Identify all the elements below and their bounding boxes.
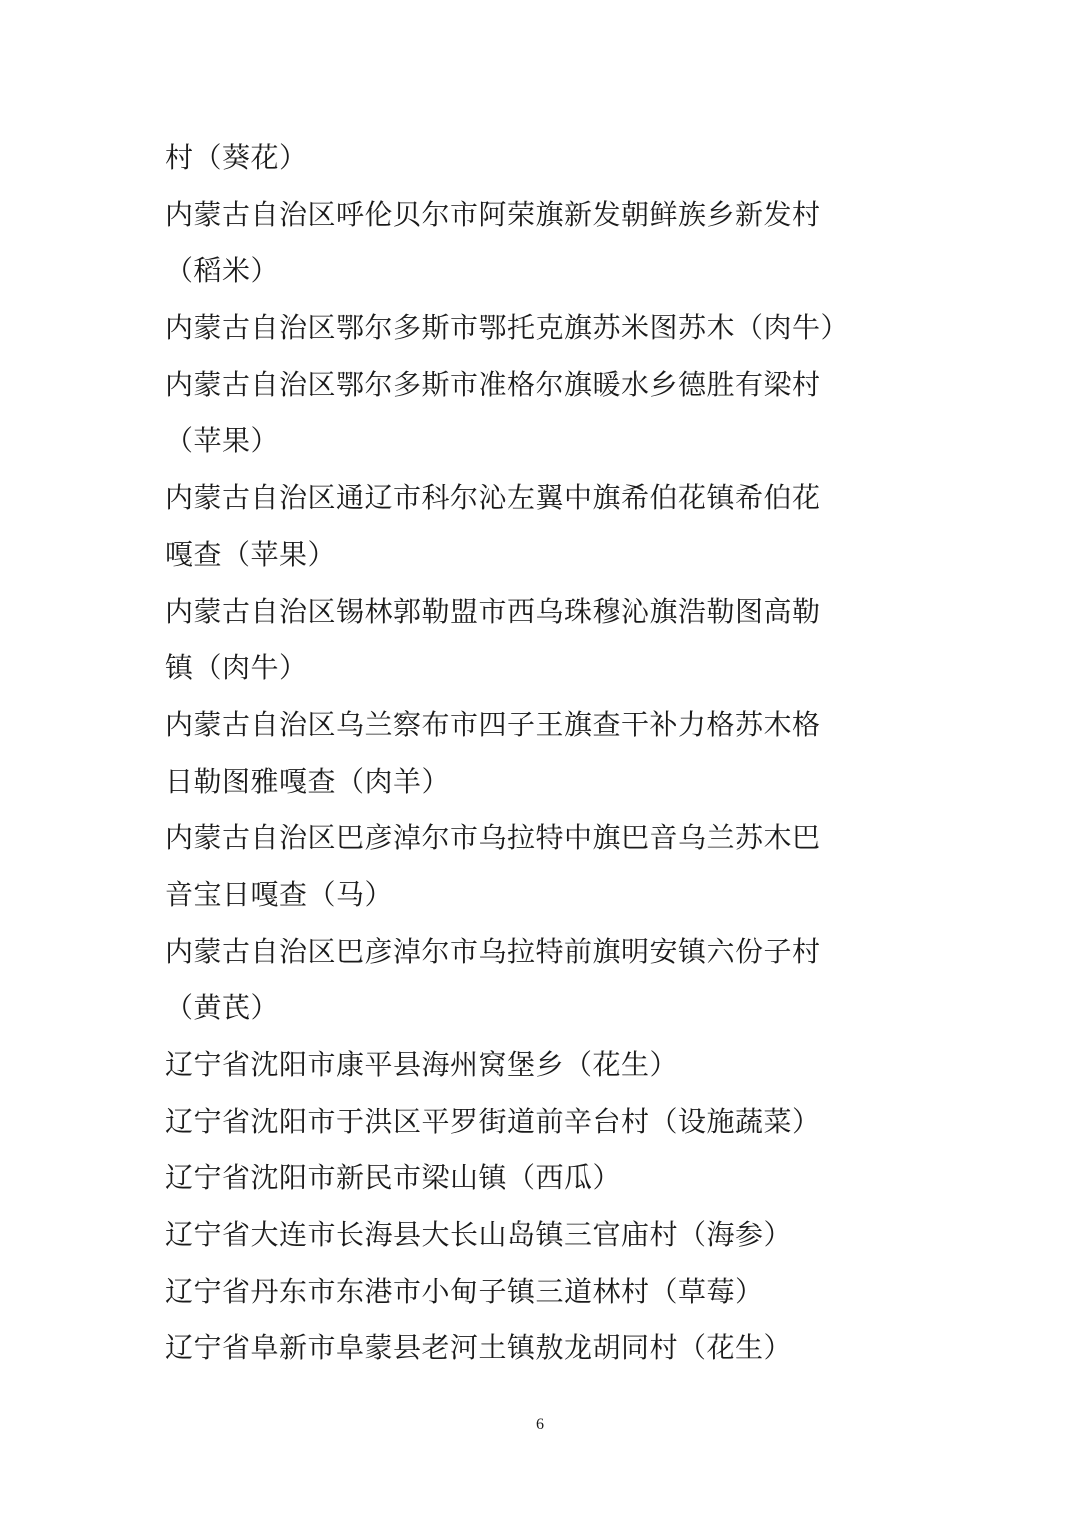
text-line: 村（葵花） — [165, 141, 308, 174]
text-line: （苹果） — [165, 424, 280, 458]
text-line: 内蒙古自治区鄂尔多斯市准格尔旗暖水乡德胜有梁村 — [165, 367, 821, 401]
text-line: 辽宁省沈阳市康平县海州窝堡乡（花生） — [165, 1048, 679, 1081]
text-line: 日勒图雅嘎查（肉羊） — [165, 764, 451, 798]
text-line: 音宝日嘎查（马） — [165, 877, 394, 911]
text-line: 镇（肉牛） — [165, 651, 308, 685]
text-line: 内蒙古自治区乌兰察布市四子王旗查干补力格苏木格 — [165, 707, 821, 741]
text-line: 辽宁省阜新市阜蒙县老河土镇敖龙胡同村（花生） — [165, 1331, 793, 1365]
text-line: 内蒙古自治区呼伦贝尔市阿荣旗新发朝鲜族乡新发村 — [165, 197, 821, 231]
page-number: 6 — [536, 1416, 544, 1433]
text-line: （黄芪） — [165, 991, 280, 1025]
text-line: 辽宁省丹东市东港市小甸子镇三道林村（草莓） — [165, 1274, 764, 1308]
text-line: 内蒙古自治区通辽市科尔沁左翼中旗希伯花镇希伯花 — [165, 481, 821, 515]
text-line: 嘎查（苹果） — [165, 537, 337, 571]
text-line: 内蒙古自治区巴彦淖尔市乌拉特中旗巴音乌兰苏木巴 — [165, 821, 821, 855]
text-line: 内蒙古自治区巴彦淖尔市乌拉特前旗明安镇六份子村 — [165, 934, 821, 968]
text-line: 内蒙古自治区锡林郭勒盟市西乌珠穆沁旗浩勒图高勒 — [165, 594, 821, 628]
text-line: 内蒙古自治区鄂尔多斯市鄂托克旗苏米图苏木（肉牛） — [165, 311, 850, 345]
text-line: 辽宁省沈阳市于洪区平罗街道前辛台村（设施蔬菜） — [165, 1104, 821, 1138]
document-body — [165, 130, 855, 1377]
text-line: 辽宁省大连市长海县大长山岛镇三官庙村（海参） — [165, 1218, 793, 1252]
text-line: （稻米） — [165, 254, 280, 288]
text-line: 辽宁省沈阳市新民市梁山镇（西瓜） — [165, 1161, 622, 1195]
